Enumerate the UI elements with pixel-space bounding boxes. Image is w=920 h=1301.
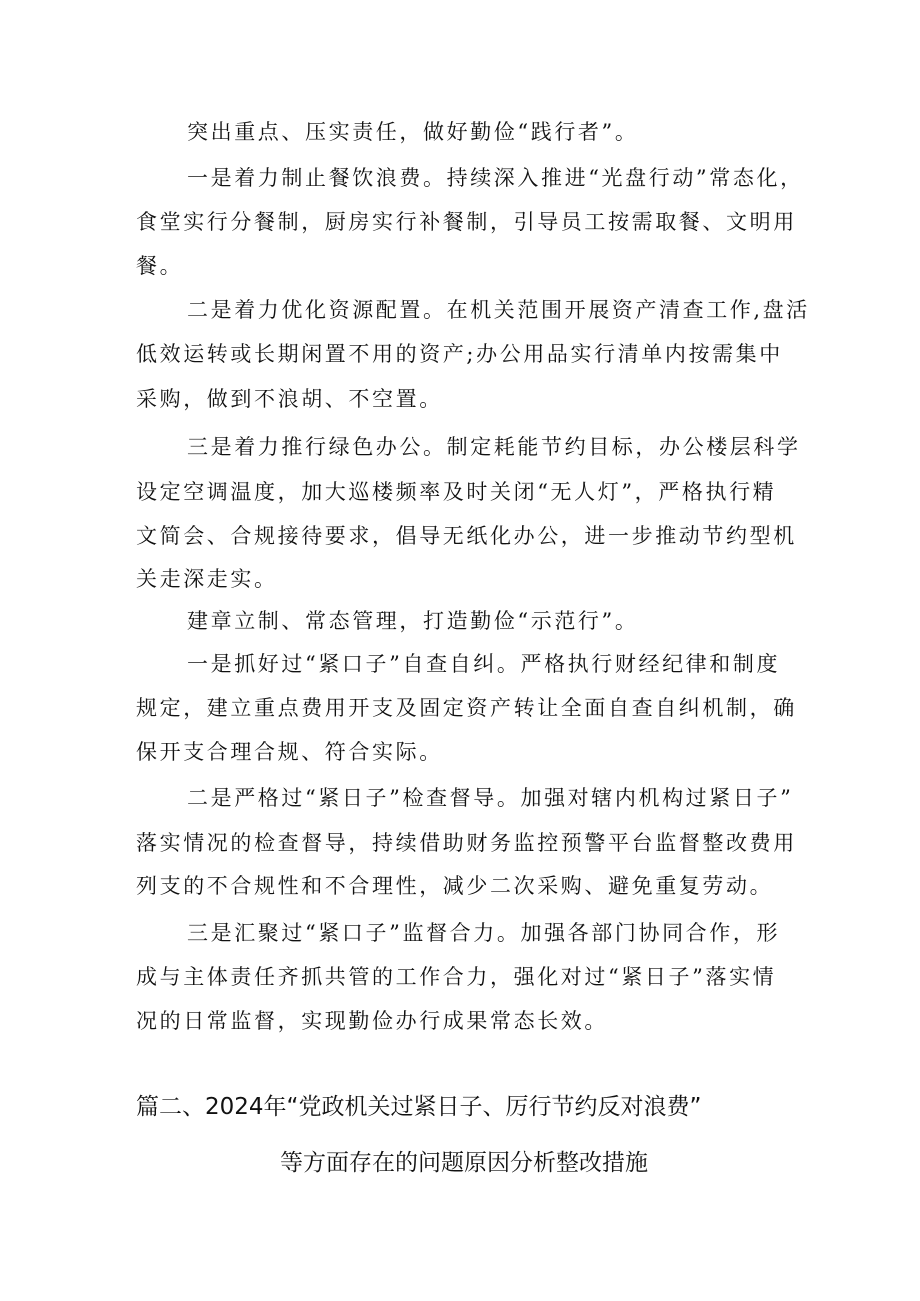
paragraph-line: 食堂实行分餐制，厨房实行补餐制，引导员工按需取餐、文明用 bbox=[136, 210, 797, 234]
paragraph-line: 低效运转或长期闲置不用的资产;办公用品实行清单内按需集中 bbox=[136, 342, 783, 366]
paragraph-line: 保开支合理合规、符合实际。 bbox=[136, 740, 443, 764]
paragraph-line: 一是着力制止餐饮浪费。持续深入推进“光盘行动”常态化， bbox=[187, 166, 804, 190]
paragraph-line: 成与主体责任齐抓共管的工作合力，强化对过“紧日子”落实情 bbox=[136, 965, 777, 989]
paragraph-line: 餐。 bbox=[136, 254, 184, 278]
paragraph-line: 落实情况的检查督导，持续借助财务监控预警平台监督整改费用 bbox=[136, 831, 797, 855]
paragraph-line: 列支的不合规性和不合理性，减少二次采购、避免重复劳动。 bbox=[136, 874, 774, 898]
paragraph-line: 规定，建立重点费用开支及固定资产转让全面自查自纠机制，确 bbox=[136, 696, 797, 720]
paragraph-line: 文简会、合规接待要求，倡导无纸化办公，进一步推动节约型机 bbox=[136, 524, 797, 548]
paragraph-line: 关走深走实。 bbox=[136, 567, 278, 591]
paragraph-line: 设定空调温度，加大巡楼频率及时关闭“无人灯”，严格执行精 bbox=[136, 480, 777, 504]
paragraph-line: 三是着力推行绿色办公。制定耗能节约目标，办公楼层科学 bbox=[187, 435, 801, 459]
paragraph-line: 一是抓好过“紧口子”自查自纠。严格执行财经纪律和制度 bbox=[187, 652, 781, 676]
paragraph-line: 突出重点、压实责任，做好勤俭“践行者”。 bbox=[187, 120, 639, 144]
paragraph-line: 况的日常监督，实现勤俭办行成果常态长效。 bbox=[136, 1009, 608, 1033]
section-heading-line-2: 等方面存在的问题原因分析整改措施 bbox=[280, 1150, 648, 1176]
paragraph-line: 建章立制、常态管理，打造勤俭“示范行”。 bbox=[187, 609, 639, 633]
paragraph-line: 二是着力优化资源配置。在机关范围开展资产清查工作,盘活 bbox=[187, 298, 810, 322]
paragraph-line: 采购，做到不浪胡、不空置。 bbox=[136, 387, 443, 411]
paragraph-line: 二是严格过“紧日子”检查督导。加强对辖内机构过紧日子” bbox=[187, 786, 794, 810]
section-heading-line-1: 篇二、2024年“党政机关过紧日子、厉行节约反对浪费” bbox=[136, 1094, 702, 1120]
paragraph-line: 三是汇聚过“紧口子”监督合力。加强各部门协同合作，形 bbox=[187, 921, 781, 945]
